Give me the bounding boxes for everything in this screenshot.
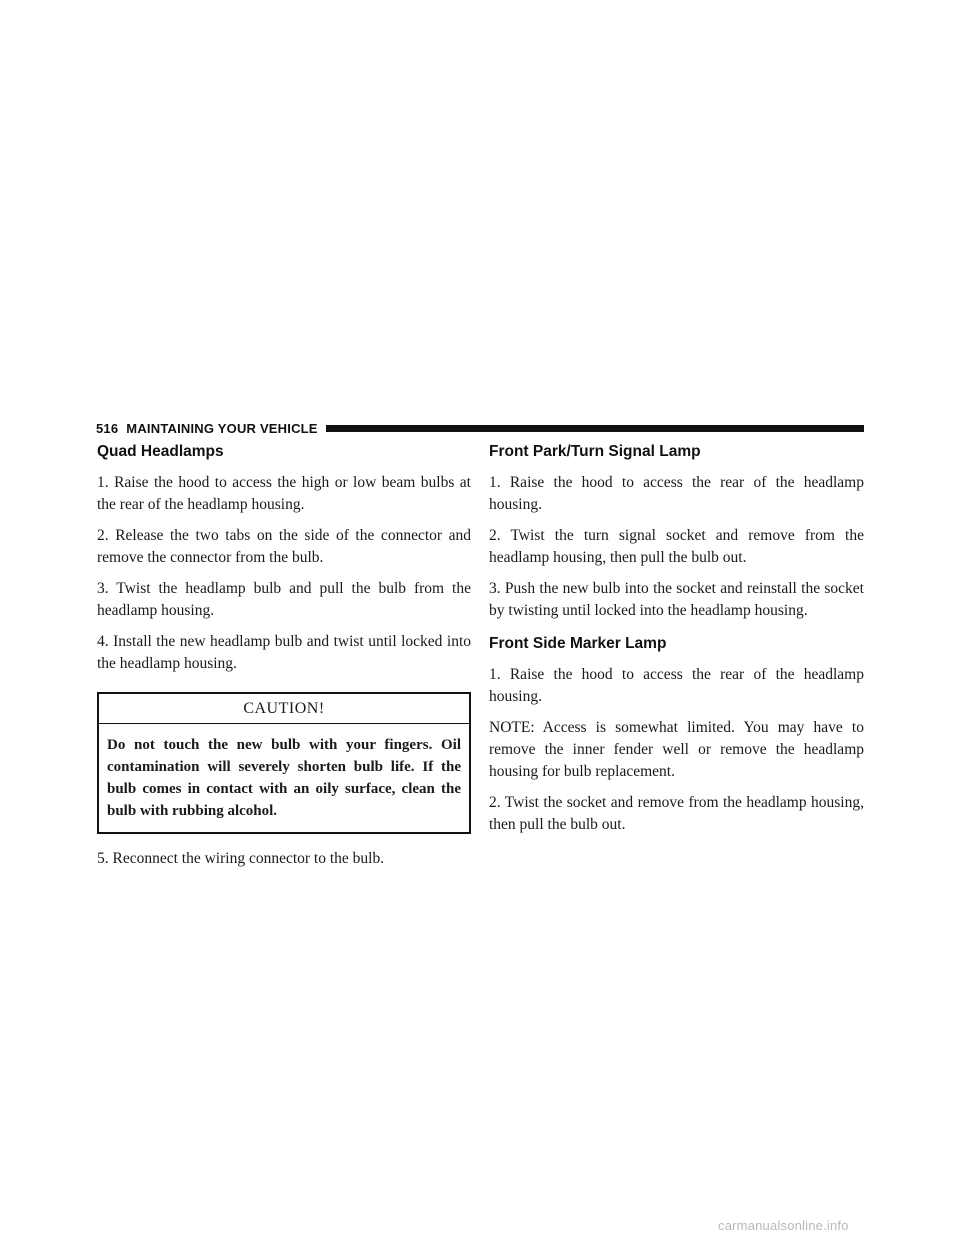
header-rule <box>326 425 864 432</box>
step-paragraph: 1. Raise the hood to access the rear of the headlamp housing. <box>489 474 864 513</box>
caution-body: Do not touch the new bulb with your fingers. Oil contamination will severely shorten bulb life. If the bulb comes in contact with an oily surface, clean the bulb with rubbing alcohol. <box>107 737 461 819</box>
note-text: Access is somewhat limited. You may have to remove the inner fender well or remove the headlamp housing for bulb replacement. <box>489 719 864 780</box>
watermark-text: carmanualsonline.info <box>718 1218 849 1233</box>
note-paragraph <box>489 717 864 783</box>
front-side-marker-heading: Front Side Marker Lamp <box>489 635 667 652</box>
step-paragraph: 3. Push the new bulb into the socket and reinstall the socket by twisting until locked into the headlamp housing. <box>489 580 864 619</box>
section-title: MAINTAINING YOUR VEHICLE <box>126 420 318 436</box>
page-header <box>96 418 864 438</box>
step-paragraph: 2. Release the two tabs on the side of the connector and remove the connector from the bulb. <box>97 527 471 566</box>
page-number: 516 <box>96 420 119 436</box>
caution-title: CAUTION! <box>99 694 469 724</box>
quad-headlamps-heading: Quad Headlamps <box>97 443 224 460</box>
step-paragraph: 4. Install the new headlamp bulb and twist until locked into the headlamp housing. <box>97 633 471 672</box>
step-paragraph: 3. Twist the headlamp bulb and pull the bulb from the headlamp housing. <box>97 580 471 619</box>
step-paragraph: 5. Reconnect the wiring connector to the bulb. <box>97 850 385 867</box>
step-paragraph: 2. Twist the turn signal socket and remove from the headlamp housing, then pull the bulb out. <box>489 527 864 566</box>
right-column <box>489 442 864 845</box>
step-paragraph: 2. Twist the socket and remove from the headlamp housing, then pull the bulb out. <box>489 794 864 833</box>
left-column <box>97 442 471 879</box>
step-paragraph: 1. Raise the hood to access the rear of the headlamp housing. <box>489 666 864 705</box>
front-park-turn-heading: Front Park/Turn Signal Lamp <box>489 443 701 460</box>
note-label: NOTE: <box>489 719 535 736</box>
caution-box <box>97 692 471 834</box>
step-paragraph: 1. Raise the hood to access the high or low beam bulbs at the rear of the headlamp housing. <box>97 474 471 513</box>
